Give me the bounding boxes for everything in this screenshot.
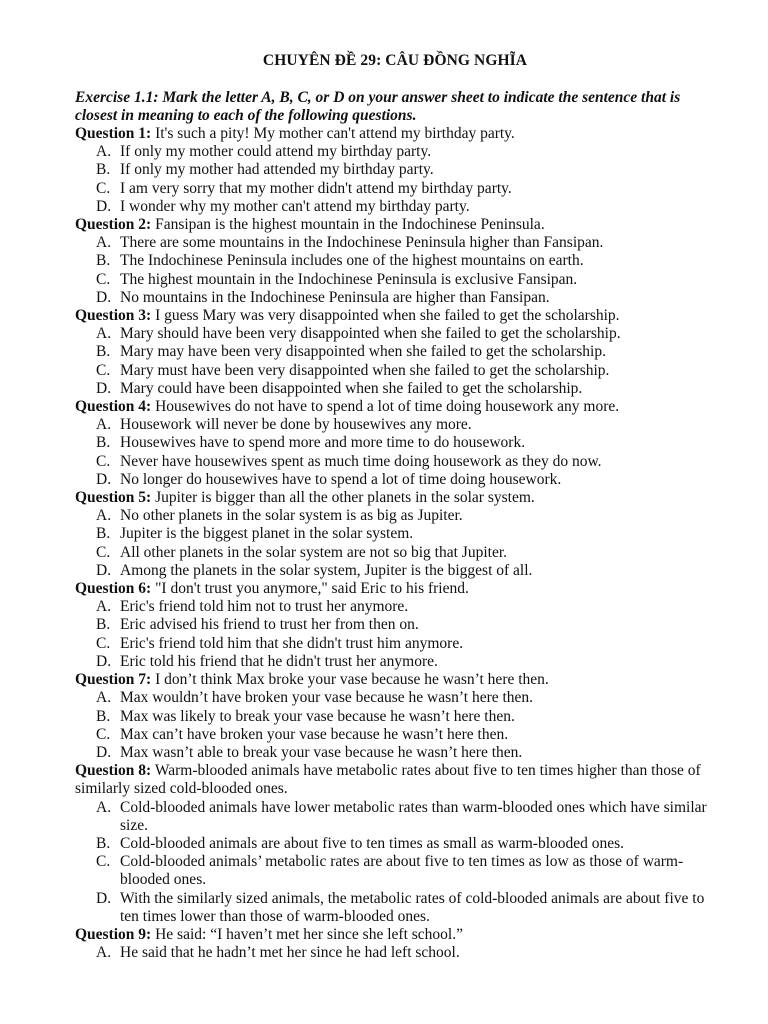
question-stem xyxy=(75,216,715,234)
answer-option xyxy=(75,835,715,853)
option-letter: C. xyxy=(96,725,111,743)
question-block xyxy=(75,398,715,489)
option-letter: D. xyxy=(96,889,112,907)
option-text: The Indochinese Peninsula includes one of the highest mountains on earth. xyxy=(120,252,584,270)
option-letter: C. xyxy=(96,270,111,288)
option-text: Mary should have been very disappointed when she failed to get the scholarship. xyxy=(120,325,621,343)
question-text: I guess Mary was very disappointed when she failed to get the scholarship. xyxy=(155,307,620,325)
question-stem xyxy=(75,926,715,944)
question-block xyxy=(75,580,715,671)
option-text: I wonder why my mother can't attend my birthday party. xyxy=(120,197,470,215)
option-letter: A. xyxy=(96,507,112,525)
answer-option xyxy=(75,380,715,398)
option-letter: B. xyxy=(96,161,111,179)
answer-options xyxy=(75,325,715,398)
answer-option xyxy=(75,234,715,252)
question-block xyxy=(75,926,715,962)
option-letter: B. xyxy=(96,616,111,634)
answer-option xyxy=(75,799,715,835)
answer-option xyxy=(75,343,715,361)
question-stem xyxy=(75,580,715,598)
option-letter: A. xyxy=(96,689,112,707)
option-letter: C. xyxy=(96,634,111,652)
option-text: No longer do housewives have to spend a lot of time doing housework. xyxy=(120,470,562,488)
question-label: Question 9: xyxy=(75,925,152,943)
option-letter: B. xyxy=(96,252,111,270)
option-text: Eric told his friend that he didn't trust her anymore. xyxy=(120,652,438,670)
option-text: If only my mother could attend my birthday party. xyxy=(120,143,432,161)
question-label: Question 3: xyxy=(75,307,152,325)
answer-options xyxy=(75,598,715,671)
answer-options xyxy=(75,944,715,962)
option-text: No mountains in the Indochinese Peninsula are higher than Fansipan. xyxy=(120,288,550,306)
question-label: Question 1: xyxy=(75,125,152,142)
option-letter: D. xyxy=(96,743,112,761)
question-text: "I don't trust you anymore," said Eric to his friend. xyxy=(155,580,469,598)
question-label: Question 7: xyxy=(75,671,152,689)
answer-option xyxy=(75,525,715,543)
option-letter: A. xyxy=(96,598,112,616)
answer-option xyxy=(75,198,715,216)
answer-option xyxy=(75,362,715,380)
option-text: Eric's friend told him that she didn't trust him anymore. xyxy=(120,634,464,652)
answer-option xyxy=(75,653,715,671)
option-text: He said that he hadn’t met her since he had left school. xyxy=(120,944,460,962)
answer-options xyxy=(75,507,715,580)
option-letter: B. xyxy=(96,343,111,361)
question-stem xyxy=(75,671,715,689)
question-label: Question 5: xyxy=(75,489,152,507)
answer-option xyxy=(75,616,715,634)
question-stem xyxy=(75,762,715,798)
option-text: I am very sorry that my mother didn't attend my birthday party. xyxy=(120,179,512,197)
question-label: Question 6: xyxy=(75,580,152,598)
option-letter: A. xyxy=(96,234,112,252)
page-title: CHUYÊN ĐỀ 29: CÂU ĐỒNG NGHĨA xyxy=(262,52,528,69)
exercise-instruction-text: : Mark the letter A, B, C, or D on your answer sheet to indicate the sentence that is closest in meaning to each of the following questions. xyxy=(75,89,681,124)
question-block xyxy=(75,216,715,307)
answer-option xyxy=(75,180,715,198)
exercise-label: Exercise 1.1 xyxy=(75,89,154,106)
option-text: Cold-blooded animals are about five to ten times as small as warm-blooded ones. xyxy=(120,834,625,852)
answer-option xyxy=(75,890,715,926)
answer-option xyxy=(75,726,715,744)
option-letter: D. xyxy=(96,470,112,488)
answer-option xyxy=(75,434,715,452)
option-letter: B. xyxy=(96,834,111,852)
option-text: The highest mountain in the Indochinese Peninsula is exclusive Fansipan. xyxy=(120,270,578,288)
option-text: Max wouldn’t have broken your vase because he wasn’t here then. xyxy=(120,689,534,707)
option-letter: D. xyxy=(96,652,112,670)
question-stem xyxy=(75,489,715,507)
answer-options xyxy=(75,416,715,489)
option-text: Mary may have been very disappointed when she failed to get the scholarship. xyxy=(120,343,606,361)
option-letter: A. xyxy=(96,944,112,962)
answer-option xyxy=(75,252,715,270)
answer-option xyxy=(75,471,715,489)
option-letter: C. xyxy=(96,361,111,379)
answer-options xyxy=(75,799,715,926)
question-stem xyxy=(75,307,715,325)
answer-option xyxy=(75,507,715,525)
option-text: Cold-blooded animals’ metabolic rates are about five to ten times as low as those of warm- blooded ones. xyxy=(120,853,684,889)
option-text: Cold-blooded animals have lower metabolic rates than warm-blooded ones which have similar size. xyxy=(120,798,707,834)
option-text: Jupiter is the biggest planet in the solar system. xyxy=(120,525,414,543)
option-text: All other planets in the solar system are not so big that Jupiter. xyxy=(120,543,508,561)
question-text: It's such a pity! My mother can't attend my birthday party. xyxy=(155,125,515,142)
question-text: Jupiter is bigger than all the other planets in the solar system. xyxy=(155,489,535,507)
option-text: If only my mother had attended my birthday party. xyxy=(120,161,434,179)
answer-option xyxy=(75,453,715,471)
answer-option xyxy=(75,271,715,289)
question-block xyxy=(75,125,715,216)
exercise-instruction xyxy=(75,89,715,125)
answer-option xyxy=(75,544,715,562)
answer-options xyxy=(75,234,715,307)
question-text: I don’t think Max broke your vase because he wasn’t here then. xyxy=(155,671,549,689)
option-text: Among the planets in the solar system, Jupiter is the biggest of all. xyxy=(120,561,533,579)
question-label: Question 2: xyxy=(75,216,152,234)
option-text: Housework will never be done by housewives any more. xyxy=(120,416,472,434)
answer-option xyxy=(75,635,715,653)
option-text: Mary must have been very disappointed when she failed to get the scholarship. xyxy=(120,361,610,379)
question-label: Question 4: xyxy=(75,398,152,416)
option-letter: B. xyxy=(96,707,111,725)
option-text: Housewives have to spend more and more time to do housework. xyxy=(120,434,526,452)
option-text: There are some mountains in the Indochinese Peninsula higher than Fansipan. xyxy=(120,234,604,252)
option-text: With the similarly sized animals, the metabolic rates of cold-blooded animals are about five to ten times lower than those of warm-blooded ones. xyxy=(120,889,705,925)
document-page xyxy=(75,51,715,962)
option-letter: D. xyxy=(96,561,112,579)
option-text: No other planets in the solar system is as big as Jupiter. xyxy=(120,507,463,525)
question-block xyxy=(75,671,715,762)
answer-option xyxy=(75,325,715,343)
question-stem xyxy=(75,125,715,143)
answer-option xyxy=(75,289,715,307)
question-block xyxy=(75,762,715,926)
answer-options xyxy=(75,143,715,216)
option-letter: C. xyxy=(96,179,111,197)
answer-option xyxy=(75,744,715,762)
question-block xyxy=(75,307,715,398)
question-text: Warm-blooded animals have metabolic rates about five to ten times higher than those of similarly sized cold-blooded ones. xyxy=(75,762,701,798)
answer-option xyxy=(75,161,715,179)
answer-options xyxy=(75,689,715,762)
question-label: Question 8: xyxy=(75,762,152,780)
answer-option xyxy=(75,416,715,434)
question-text: Fansipan is the highest mountain in the Indochinese Peninsula. xyxy=(155,216,545,234)
option-letter: D. xyxy=(96,197,112,215)
option-letter: A. xyxy=(96,798,112,816)
question-stem xyxy=(75,398,715,416)
option-letter: A. xyxy=(96,143,112,161)
answer-option xyxy=(75,944,715,962)
answer-option xyxy=(75,853,715,889)
option-letter: B. xyxy=(96,525,111,543)
answer-option xyxy=(75,689,715,707)
question-block xyxy=(75,489,715,580)
option-text: Eric's friend told him not to trust her anymore. xyxy=(120,598,409,616)
option-text: Never have housewives spent as much time doing housework as they do now. xyxy=(120,452,602,470)
option-letter: A. xyxy=(96,325,112,343)
answer-option xyxy=(75,143,715,161)
question-list xyxy=(75,125,715,962)
question-text: Housewives do not have to spend a lot of time doing housework any more. xyxy=(155,398,620,416)
option-text: Max can’t have broken your vase because he wasn’t here then. xyxy=(120,725,509,743)
option-letter: D. xyxy=(96,288,112,306)
option-text: Eric advised his friend to trust her from then on. xyxy=(120,616,419,634)
option-text: Max wasn’t able to break your vase because he wasn’t here then. xyxy=(120,743,523,761)
option-text: Max was likely to break your vase because he wasn’t here then. xyxy=(120,707,515,725)
answer-option xyxy=(75,598,715,616)
option-letter: B. xyxy=(96,434,111,452)
option-letter: D. xyxy=(96,379,112,397)
option-text: Mary could have been disappointed when she failed to get the scholarship. xyxy=(120,379,583,397)
option-letter: C. xyxy=(96,452,111,470)
answer-option xyxy=(75,708,715,726)
answer-option xyxy=(75,562,715,580)
option-letter: C. xyxy=(96,853,111,871)
question-text: He said: “I haven’t met her since she left school.” xyxy=(155,925,463,943)
option-letter: A. xyxy=(96,416,112,434)
option-letter: C. xyxy=(96,543,111,561)
